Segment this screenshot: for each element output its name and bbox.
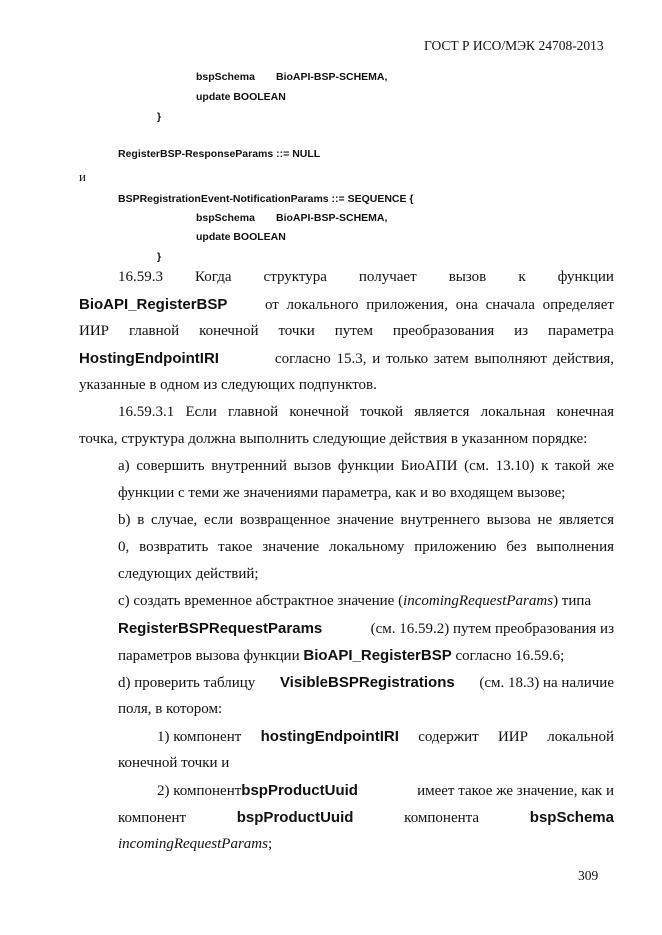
text: c) создать временное абстрактное значение ( bbox=[118, 593, 404, 609]
sub-item-1 bbox=[157, 728, 614, 746]
word: ИИР bbox=[79, 323, 110, 339]
text: параметров вызова функции bbox=[118, 648, 304, 664]
word: компонент bbox=[118, 810, 187, 826]
code-line: update BOOLEAN bbox=[196, 91, 286, 103]
text: ) типа bbox=[553, 593, 592, 609]
text: (см. 18.3) на наличие bbox=[479, 675, 614, 691]
text: 1) компонент bbox=[157, 729, 242, 745]
code-declaration: BSPRegistrationEvent-NotificationParams ::= SEQUENCE { bbox=[118, 193, 414, 205]
paragraph-line: точка, структура должна выполнить следующие действия в указанном порядке: bbox=[79, 431, 588, 447]
word: к bbox=[518, 269, 526, 285]
code-declaration: RegisterBSP-ResponseParams ::= NULL bbox=[118, 148, 321, 160]
list-item-a-cont: функции с теми же значениями параметра, как и во входящем вызове; bbox=[118, 485, 566, 501]
list-item-a: a) совершить внутренний вызов функции БиоАПИ (см. 13.10) к такой же bbox=[118, 458, 614, 474]
word: путем bbox=[334, 323, 373, 339]
list-item-b-cont: следующих действий; bbox=[118, 566, 259, 582]
list-item-c bbox=[118, 593, 614, 610]
list-item-b-cont: 0, возвратить такое значение локальному приложению без выполнения bbox=[118, 539, 614, 555]
list-item-c-cont bbox=[118, 620, 614, 638]
code-field-type: BioAPI-BSP-SCHEMA, bbox=[276, 212, 388, 224]
table-name: VisibleBSPRegistrations bbox=[279, 674, 455, 691]
word: точки bbox=[278, 323, 315, 339]
function-name: BioAPI_RegisterBSP bbox=[303, 647, 452, 664]
code-field-name: bspSchema bbox=[196, 71, 255, 83]
code-field-name: bspSchema bbox=[196, 212, 255, 224]
paragraph-line bbox=[118, 269, 614, 286]
paragraph-line: 16.59.3.1 Если главной конечной точкой является локальная конечная bbox=[118, 404, 614, 420]
component-name: bspSchema bbox=[529, 809, 614, 826]
text: ; bbox=[267, 836, 273, 852]
word: главной bbox=[128, 323, 180, 339]
list-item-d-cont: поля, в котором: bbox=[118, 701, 223, 717]
list-item-d bbox=[118, 674, 614, 692]
code-close-brace: } bbox=[157, 111, 162, 123]
text: согласно 16.59.6; bbox=[451, 648, 565, 664]
text: имеет такое же значение, как и bbox=[417, 783, 614, 799]
word: структура bbox=[263, 269, 327, 285]
sub-item-1-cont: конечной точки и bbox=[118, 755, 230, 771]
variable-name: incomingRequestParams bbox=[403, 593, 554, 609]
component-name: bspProductUuid bbox=[236, 809, 354, 826]
document-header: ГОСТ Р ИСО/МЭК 24708-2013 bbox=[424, 38, 604, 53]
word: конечной bbox=[199, 323, 259, 339]
conjunction-text: и bbox=[79, 169, 86, 184]
clause-number: 16.59.3 bbox=[118, 269, 163, 285]
sub-item-2-cont bbox=[118, 836, 272, 853]
word: локальной bbox=[547, 729, 614, 745]
word: получает bbox=[358, 269, 417, 285]
paragraph-line bbox=[79, 350, 614, 368]
text: согласно 15.3, и только затем выполняют действия, bbox=[274, 351, 614, 367]
text: от локального приложения, она сначала определяет bbox=[264, 297, 614, 313]
word: функции bbox=[557, 269, 614, 285]
text: (см. 16.59.2) путем преобразования из bbox=[370, 621, 614, 637]
function-name: BioAPI_RegisterBSP bbox=[79, 296, 228, 313]
paragraph-line: указанные в одном из следующих подпунктов. bbox=[79, 377, 377, 393]
parameter-name: HostingEndpointIRI bbox=[79, 350, 219, 367]
type-name: RegisterBSPRequestParams bbox=[118, 620, 323, 637]
word: вызов bbox=[448, 269, 487, 285]
sub-item-2-cont bbox=[118, 809, 614, 827]
word: параметра bbox=[548, 323, 614, 339]
word: компонента bbox=[404, 810, 480, 826]
word: содержит bbox=[418, 729, 479, 745]
code-field-type: BioAPI-BSP-SCHEMA, bbox=[276, 71, 388, 83]
word: преобразования bbox=[392, 323, 495, 339]
word: из bbox=[514, 323, 529, 339]
text: 2) компонент bbox=[157, 783, 242, 799]
list-item-b: b) в случае, если возвращенное значение внутреннего вызова не является bbox=[118, 512, 614, 528]
paragraph-line bbox=[79, 323, 614, 340]
component-name: hostingEndpointIRI bbox=[260, 728, 399, 745]
sub-item-2 bbox=[157, 782, 614, 800]
code-line: update BOOLEAN bbox=[196, 231, 286, 243]
page-number: 309 bbox=[578, 868, 599, 883]
word: Когда bbox=[195, 269, 232, 285]
variable-name: incomingRequestParams bbox=[118, 836, 268, 852]
text: d) проверить таблицу bbox=[118, 675, 256, 691]
code-close-brace: } bbox=[157, 251, 162, 263]
component-name: bspProductUuid bbox=[241, 782, 358, 799]
paragraph-line bbox=[79, 296, 614, 314]
list-item-c-cont bbox=[118, 647, 564, 665]
word: ИИР bbox=[497, 729, 528, 745]
